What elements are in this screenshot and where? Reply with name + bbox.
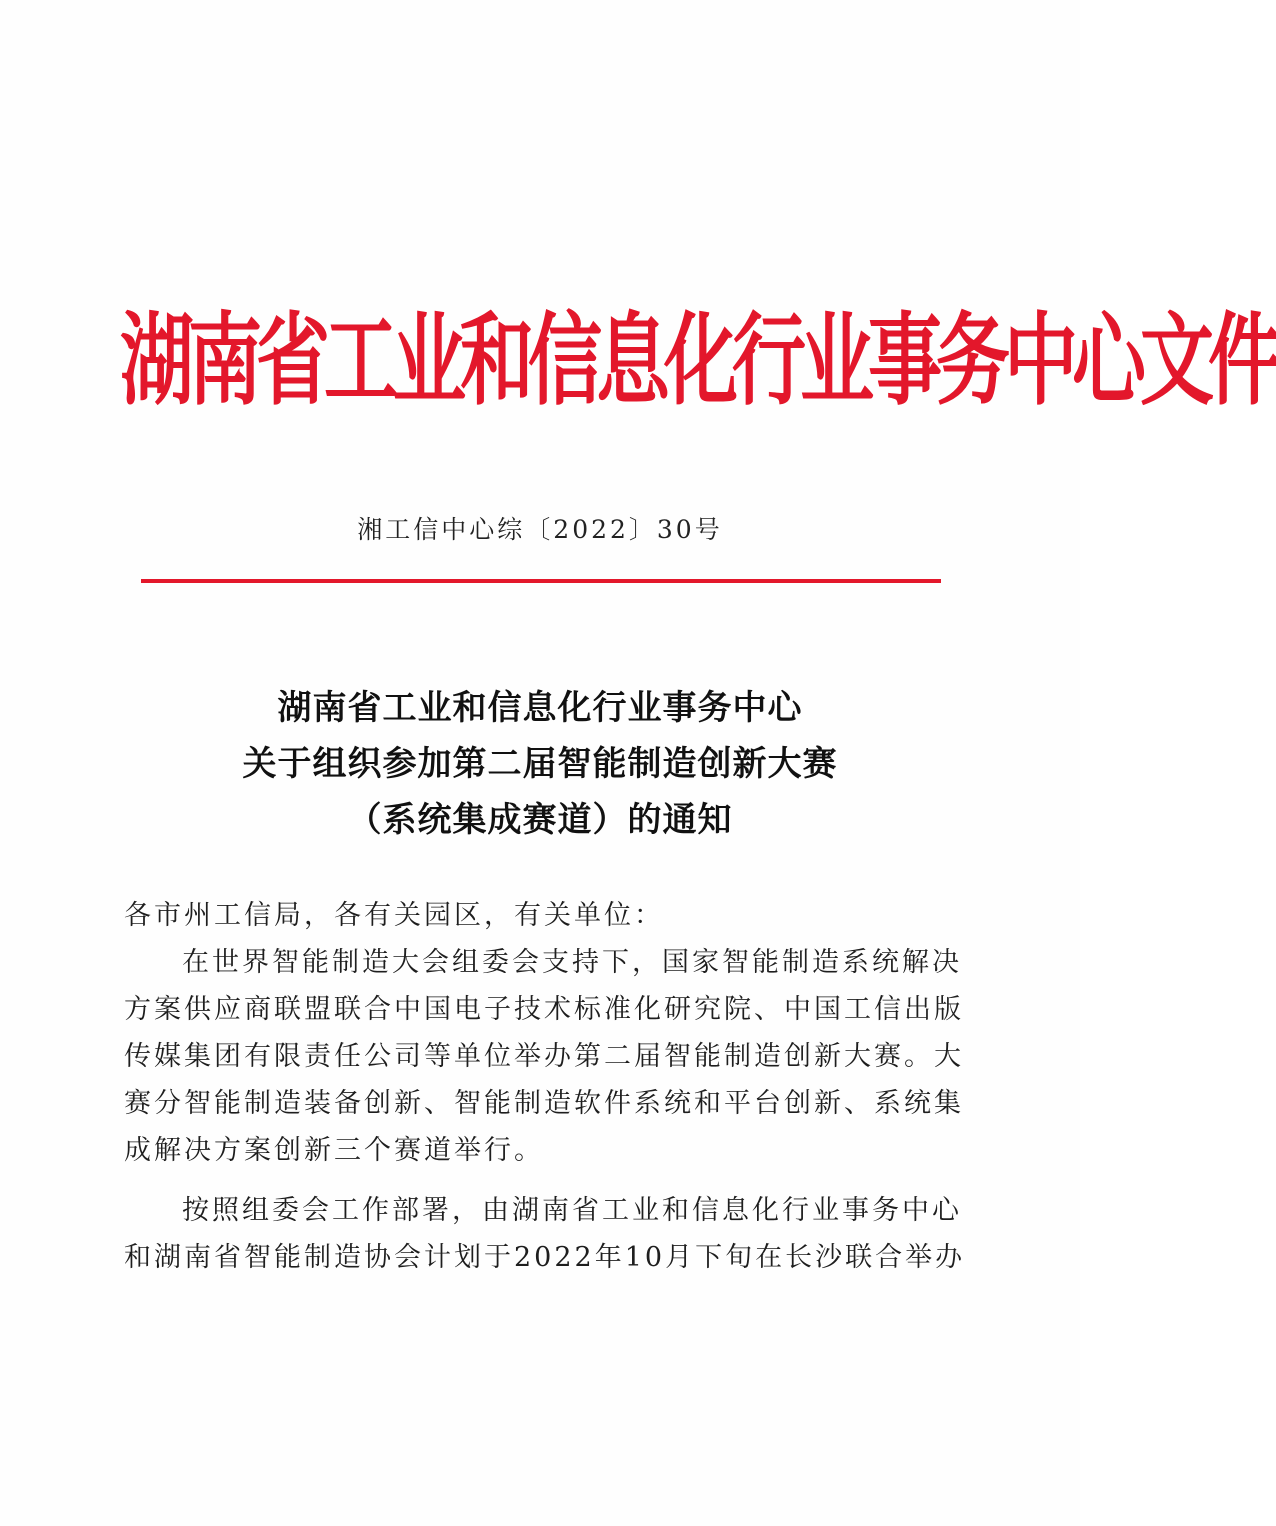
notice-body — [124, 892, 966, 1281]
notice-title — [0, 680, 1080, 848]
red-divider-rule — [141, 579, 941, 583]
paragraph-1-line: 在世界智能制造大会组委会支持下，国家智能制造系统解决 — [182, 947, 962, 978]
paragraph-1-line: 方案供应商联盟联合中国电子技术标准化研究院、中国工信出版 — [124, 994, 964, 1025]
title-line-2: 关于组织参加第二届智能制造创新大赛 — [242, 744, 838, 784]
issuer-header: 湖南省工业和信息化行业事务中心文件 — [120, 302, 1276, 420]
title-line-1: 湖南省工业和信息化行业事务中心 — [277, 688, 803, 728]
paragraph-1-line: 赛分智能制造装备创新、智能制造软件系统和平台创新、系统集 — [124, 1088, 964, 1119]
salutation: 各市州工信局，各有关园区，有关单位： — [124, 900, 664, 931]
document-number: 湘工信中心综〔2022〕30号 — [357, 515, 723, 544]
title-line-3: （系统集成赛道）的通知 — [347, 800, 733, 840]
paragraph-1-line: 传媒集团有限责任公司等单位举办第二届智能制造创新大赛。大 — [124, 1041, 964, 1072]
paragraph-2-line: 按照组委会工作部署，由湖南省工业和信息化行业事务中心 — [182, 1195, 962, 1226]
paragraph-1-line: 成解决方案创新三个赛道举行。 — [124, 1135, 544, 1166]
paragraph-2 — [124, 1187, 966, 1281]
paragraph-1 — [124, 939, 964, 1174]
paragraph-2-line: 和湖南省智能制造协会计划于2022年10月下旬在长沙联合举办 — [124, 1242, 966, 1273]
